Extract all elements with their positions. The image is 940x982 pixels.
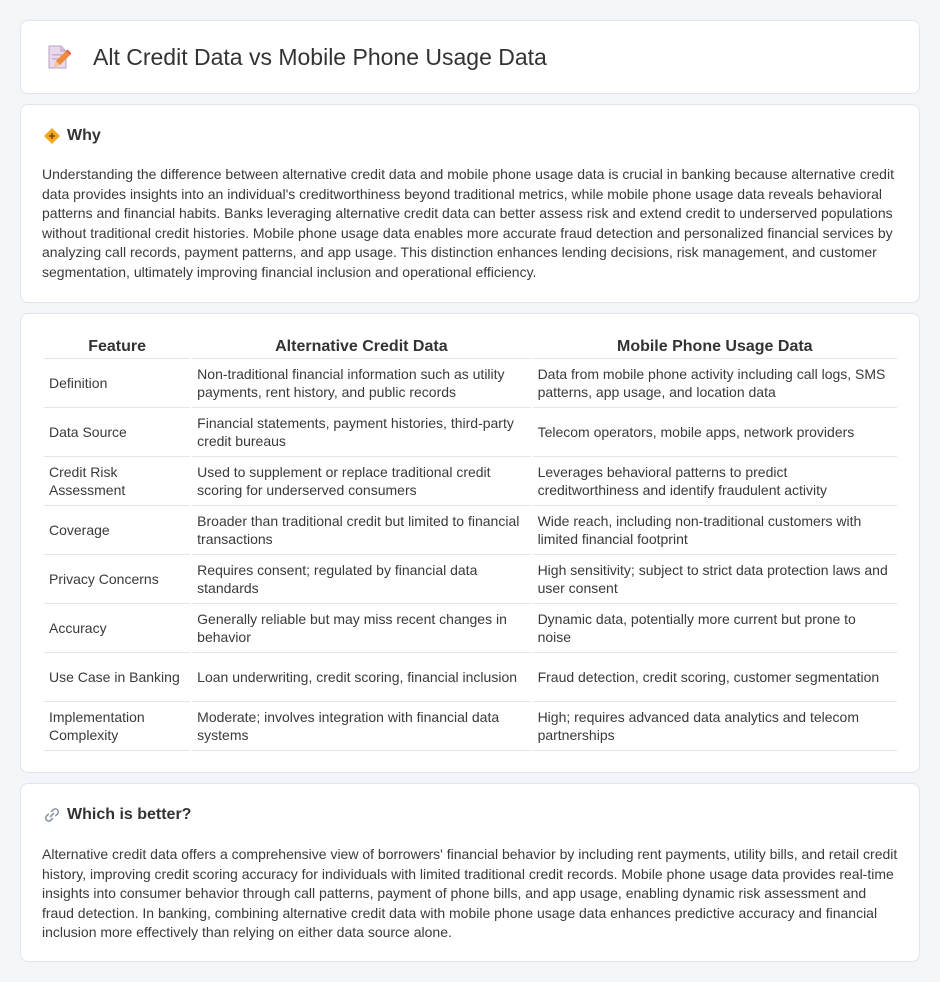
why-text: Understanding the difference between alternative credit data and mobile phone usage data is crucial in banking because alternative credit data provides insights into an individual's creditworthiness beyond traditional metrics, while mobile phone usage data reveals behavioral patterns and financial habits. Banks leveraging alternative credit data can better assess risk and extend credit to underserved populations without traditional credit histories. Mobile phone usage data enables more accurate fraud detection and personalized financial services by analyzing call records, payment patterns, and app usage. This distinction enhances lending decisions, risk management, and customer segmentation, ultimately improving financial inclusion and operational efficiency. <box>42 166 894 280</box>
better-text: Alternative credit data offers a comprehensive view of borrowers' financial behavior by including rent payments, utility bills, and retail credit history, improving credit scoring accuracy for individuals with limited traditional credit records. Mobile phone usage data provides real-time insights into consumer behavior through call patterns, payment of phone bills, and app usage, enabling dynamic risk assessment and fraud detection. In banking, combining alternative credit data with mobile phone usage data enhances predictive accuracy and financial inclusion more effectively than relying on either data source alone. <box>42 846 898 940</box>
why-heading-row <box>43 127 101 145</box>
which-is-better-card <box>20 783 920 962</box>
alt-credit-cell: Non-traditional financial information such as utility payments, rent history, and public records <box>192 359 530 408</box>
mobile-usage-cell: Leverages behavioral patterns to predict creditworthiness and identify fraudulent activity <box>533 457 897 506</box>
alt-credit-cell: Broader than traditional credit but limited to financial transactions <box>192 506 530 555</box>
feature-cell: Coverage <box>44 506 190 555</box>
mobile-usage-cell: Telecom operators, mobile apps, network providers <box>533 408 897 457</box>
table-row <box>44 604 897 653</box>
mobile-usage-cell: Data from mobile phone activity including call logs, SMS patterns, app usage, and location data <box>533 359 897 408</box>
why-card <box>20 104 920 303</box>
alt-credit-cell: Moderate; involves integration with financial data systems <box>192 702 530 751</box>
feature-cell: Privacy Concerns <box>44 555 190 604</box>
document-pencil-icon <box>45 43 71 71</box>
diamond-signal-icon <box>43 127 61 145</box>
table-header-alt-credit: Alternative Credit Data <box>192 335 530 359</box>
table-row <box>44 506 897 555</box>
mobile-usage-cell: Dynamic data, potentially more current but prone to noise <box>533 604 897 653</box>
page-title: Alt Credit Data vs Mobile Phone Usage Data <box>93 43 547 70</box>
title-row <box>45 43 547 71</box>
alt-credit-cell: Generally reliable but may miss recent changes in behavior <box>192 604 530 653</box>
table-row <box>44 457 897 506</box>
link-icon <box>43 806 61 824</box>
alt-credit-cell: Financial statements, payment histories, third-party credit bureaus <box>192 408 530 457</box>
comparison-table <box>42 335 899 751</box>
table-header-row <box>44 335 897 359</box>
table-row <box>44 653 897 702</box>
feature-cell: Credit Risk Assessment <box>44 457 190 506</box>
feature-cell: Use Case in Banking <box>44 653 190 702</box>
table-row <box>44 408 897 457</box>
mobile-usage-cell: Wide reach, including non-traditional customers with limited financial footprint <box>533 506 897 555</box>
feature-cell: Data Source <box>44 408 190 457</box>
table-header-feature: Feature <box>44 335 190 359</box>
table-row <box>44 555 897 604</box>
alt-credit-cell: Loan underwriting, credit scoring, financial inclusion <box>192 653 530 702</box>
mobile-usage-cell: Fraud detection, credit scoring, customer segmentation <box>533 653 897 702</box>
table-header-mobile-usage: Mobile Phone Usage Data <box>533 335 897 359</box>
why-heading: Why <box>67 127 101 144</box>
feature-cell: Definition <box>44 359 190 408</box>
alt-credit-cell: Requires consent; regulated by financial data standards <box>192 555 530 604</box>
feature-cell: Implementation Complexity <box>44 702 190 751</box>
mobile-usage-cell: High; requires advanced data analytics and telecom partnerships <box>533 702 897 751</box>
table-row <box>44 359 897 408</box>
mobile-usage-cell: High sensitivity; subject to strict data protection laws and user consent <box>533 555 897 604</box>
table-row <box>44 702 897 751</box>
better-heading-row <box>43 806 191 824</box>
header-card <box>20 20 920 94</box>
alt-credit-cell: Used to supplement or replace traditional credit scoring for underserved consumers <box>192 457 530 506</box>
better-heading: Which is better? <box>67 806 192 823</box>
comparison-table-card <box>20 313 920 773</box>
feature-cell: Accuracy <box>44 604 190 653</box>
